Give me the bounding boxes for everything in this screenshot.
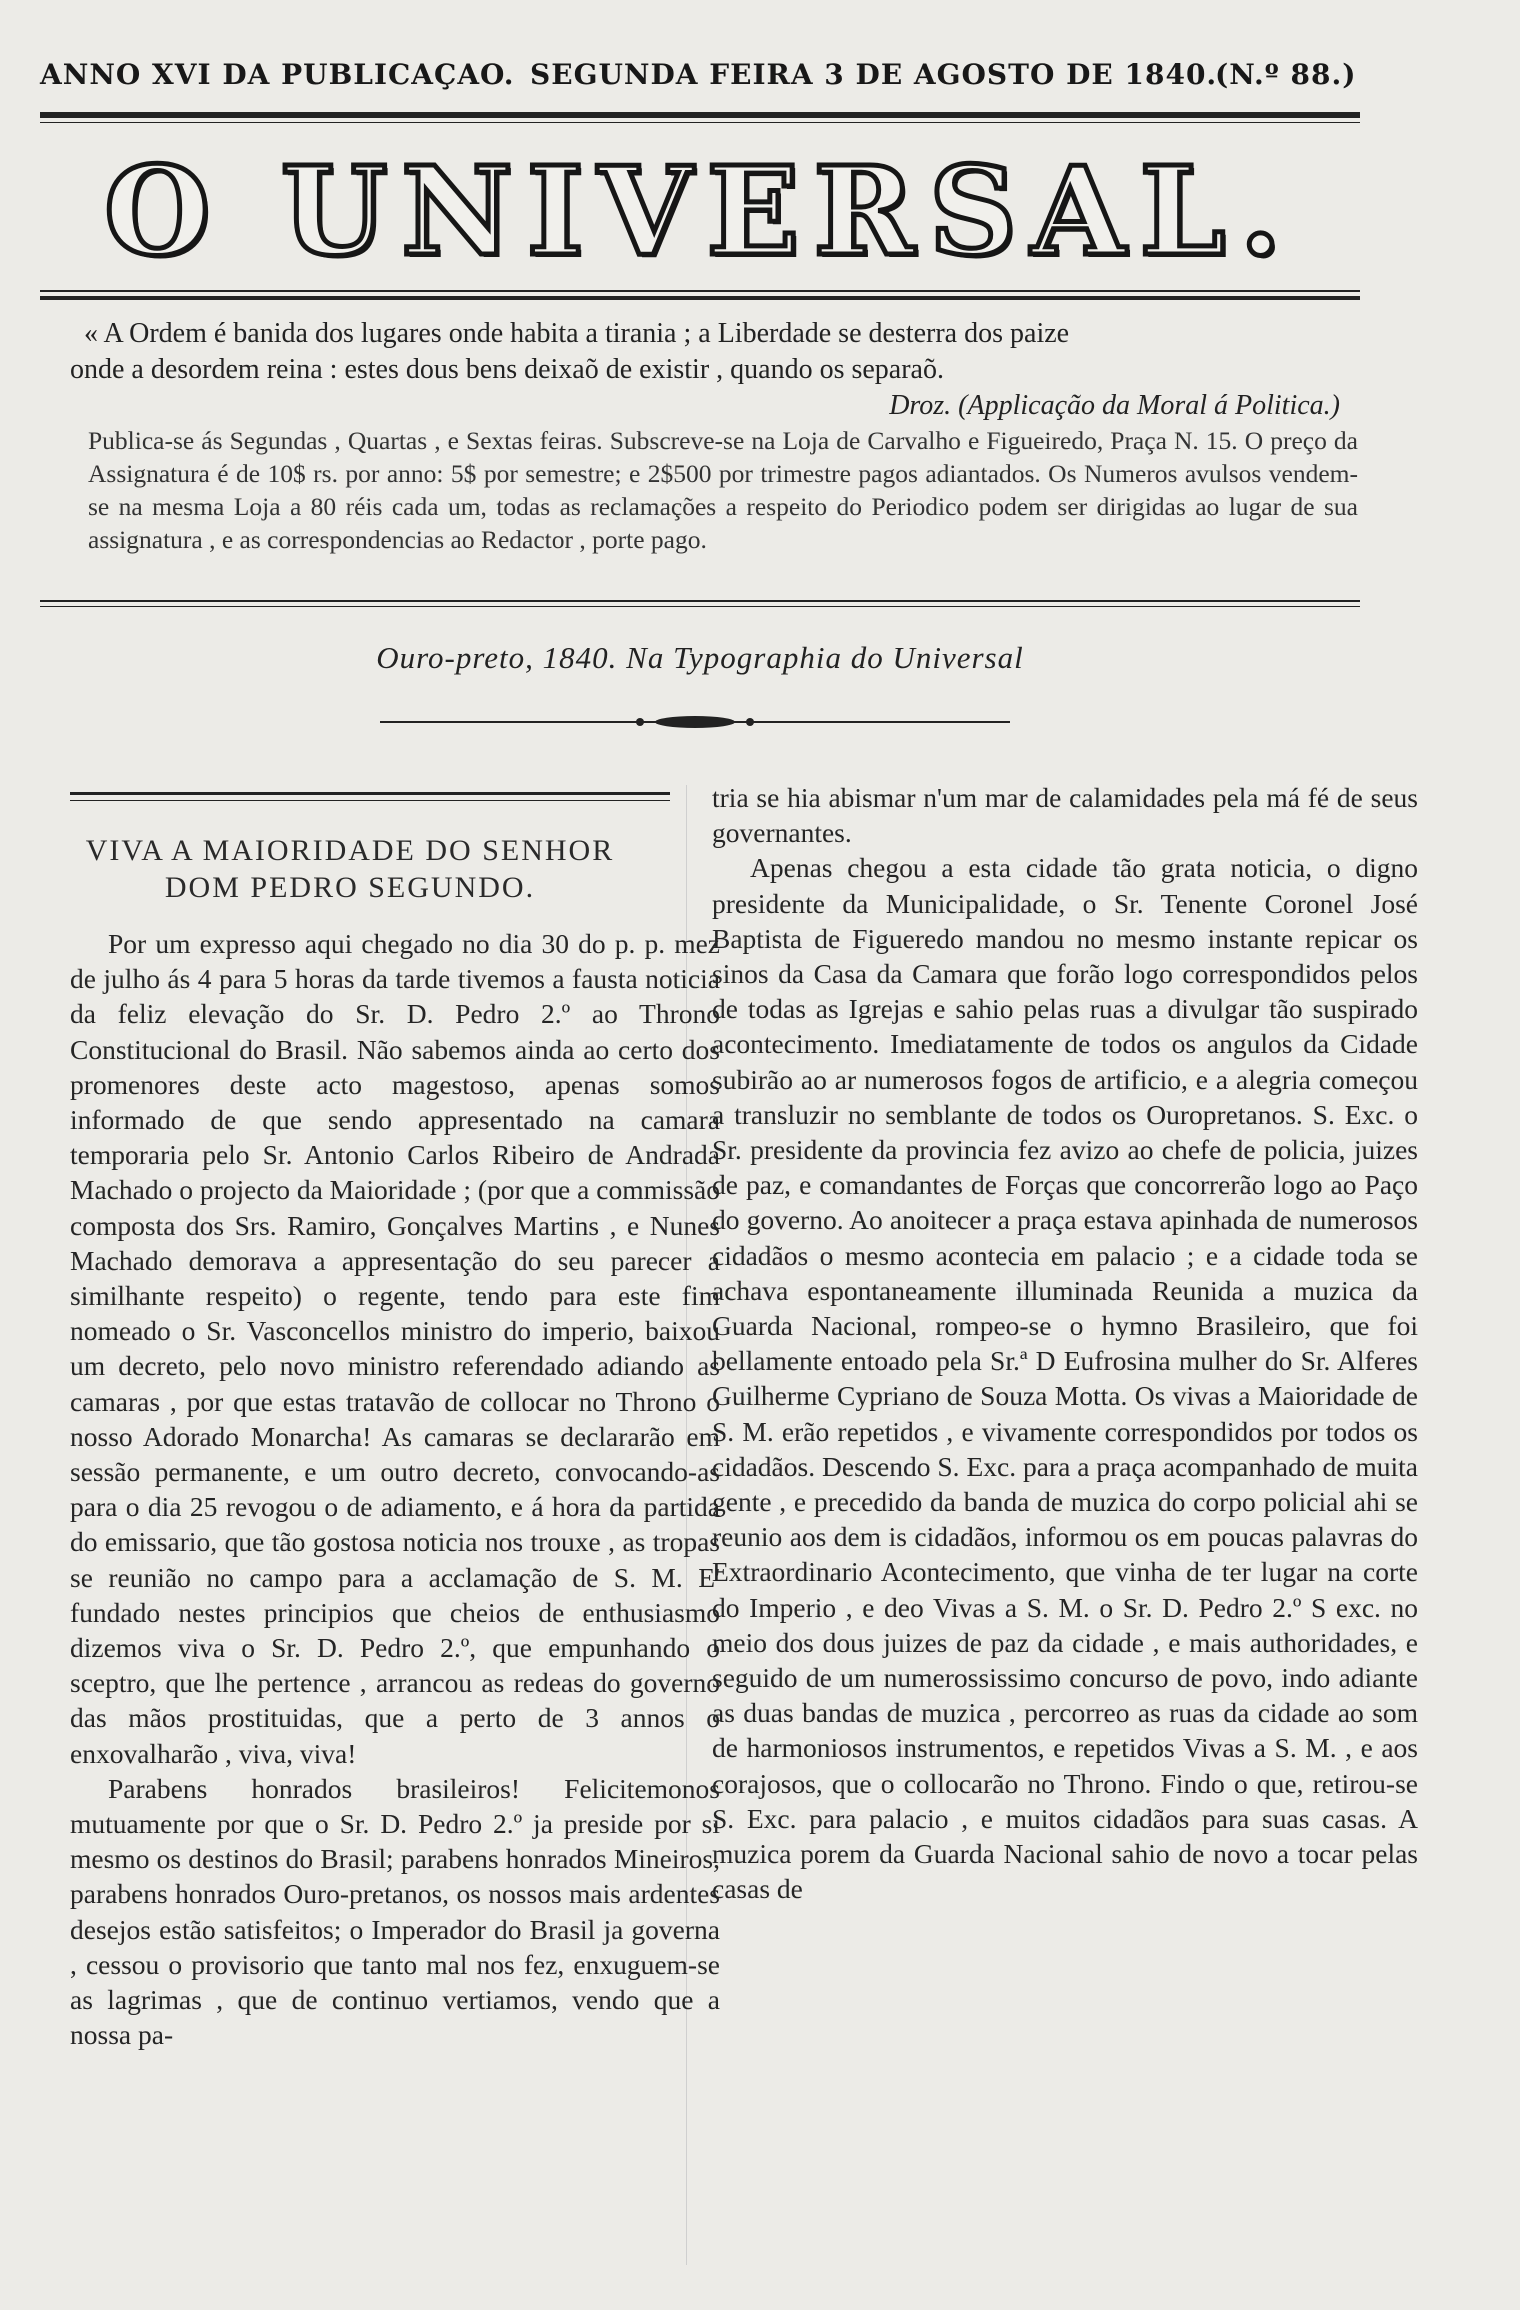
article-title-line-2: DOM PEDRO SEGUNDO. [164,871,536,904]
motto-line-2: onde a desordem reina : estes dous bens deixaõ de existir , quando os separaõ. [70,354,944,385]
issue-date: SEGUNDA FEIRA 3 DE AGOSTO DE 1840. [530,58,1218,91]
title-rule-bottom [40,296,1360,300]
article-paragraph: Parabens honrados brasileiros! Felicitemonos mutuamente por que o Sr. D. Pedro 2.º ja preside por si mesmo os destinos do Brasil; parabens honrados Mineiros, parabens honrados Ouro-pretanos, os nossos mais ardentes desejos estão satisfeitos; o Imperador do Brasil ja governa , cessou o provisorio que tanto mal nos fez, enxuguem-se as lagrimas , que de continuo vertiamos, vendo que a nossa pa- [70,1772,720,2051]
newspaper-title: O UNIVERSAL. [104,139,1296,283]
notice-rule-bottom [40,606,1360,607]
masthead-line [40,58,1357,98]
masthead-rule-thick [40,112,1360,118]
article-column-right [712,780,1418,1907]
article-rule-top [70,792,670,795]
motto [70,316,1360,424]
article-paragraph: Apenas chegou a esta cidade tão grata noticia, o digno presidente da Municipalidade, o Sr. Tenente Coronel José Baptista de Figueredo mandou no mesmo instante repicar os sinos da Casa da Camara que forão logo correspondidos pelos de todas as Igrejas e sahio pelas ruas a divulgar tão suspirado acontecimento. Imediatamente de todos os angulos da Cidade subirão ao ar numerosos fogos de artificio, e a alegria começou a transluzir no semblante de todos os Ouropretanos. S. Exc. o Sr. presidente da provincia fez avizo ao chefe de policia, juizes de paz, e comandantes de Forças que concorrerão logo ao Paço do governo. Ao anoitecer a praça estava apinhada de numerosos cidadãos o mesmo acontecia em palacio ; e a cidade toda se achava espontaneamente illuminada Reunida a muzica da Guarda Nacional, rompeo-se o hymno Brasileiro, que foi bellamente entoado pela Sr.ª D Eufrosina mulher do Sr. Alferes Guilherme Cypriano de Souza Motta. Os vivas a Maioridade de S. M. erão repetidos , e vivamente correspondidos por todos os cidadãos. Descendo S. Exc. para a praça acompanhado de muita gente , e precedido da banda de muzica do corpo policial ahi se reunio aos dem is cidadãos, informou os em poucas palavras do Extraordinario Acontecimento, que vinha de ter lugar na corte do Imperio , e deo Vivas a S. M. o Sr. D. Pedro 2.º S exc. no meio dos dous juizes de paz da cidade , e mais authoridades, e seguido de um numerossissimo concurso de povo, indo adiante as duas bandas de muzica , percorreo as ruas da cidade ao som de harmoniosos instrumentos, e repetidos Vivas a S. M. , e aos corajosos, que o collocarão no Throno. Findo o que, retirou-se S. Exc. para palacio , e muitos cidadãos para suas casas. A muzica porem da Guarda Nacional sahio de novo a tocar pelas casas de [712,852,1418,1905]
masthead-rule-thin [40,122,1360,123]
article-title-line-1: VIVA A MAIORIDADE DO SENHOR [85,834,615,867]
article-column-left [70,926,720,2053]
notice-rule-top [40,600,1360,602]
title-rule-top [40,290,1360,292]
issue-number: (N.º 88.) [1215,58,1357,91]
article-paragraph: tria se hia abismar n'um mar de calamidades pela má fé de seus governantes. [712,782,1418,849]
article-title [70,832,630,906]
article-rule-bottom [70,800,670,801]
subscription-notice [88,424,1358,556]
subscription-text: Publica-se ás Segundas , Quartas , e Sextas feiras. Subscreve-se na Loja de Carvalho e Figueiredo, Praça N. 15. O preço da Assignatura é de 10$ rs. por anno: 5$ por semestre; e 2$500 por trimestre pagos adiantados. Os Numeros avulsos vendem-se na mesma Loja a 80 réis cada um, todas as reclamações a respeito do Periodico podem ser dirigidas ao lugar de sua assignatura , e as correspondencias ao Redactor , porte pago. [88,426,1358,554]
article-paragraph: Por um expresso aqui chegado no dia 30 do p. p. mez de julho ás 4 para 5 horas da tarde tivemos a fausta noticia da feliz elevação do Sr. D. Pedro 2.º ao Throno Constitucional do Brasil. Não sabemos ainda ao certo dos promenores deste acto magestoso, apenas somos informado de que sendo appresentado na camara temporaria pelo Sr. Antonio Carlos Ribeiro de Andrada Machado o projecto da Maioridade ; (por que a commissão composta dos Srs. Ramiro, Gonçalves Martins , e Nunes Machado demorava a appresentação do seu parecer a similhante respeito) o regente, tendo para este fim nomeado o Sr. Vasconcellos ministro do imperio, baixou um decreto, pelo novo ministro referendado adiando as camaras , por que estas tratavão de collocar no Throno o nosso Adorado Monarcha! As camaras se declararão em sessão permanente, e um outro decreto, convocando-as para o dia 25 revogou o de adiamento, e á hora da partida do emissario, que tão gostosa noticia nos trouxe , as tropas se reunião no campo para a acclamação de S. M. E' fundado nestes principios que cheios de enthusiasmo dizemos viva o Sr. D. Pedro 2.º, que empunhando o sceptro, que lhe pertence , arrancou as redeas do governo das mãos prostituidas, que a perto de 3 annos o enxovalharão , viva, viva! [70,928,720,1769]
publication-year: ANNO XVI DA PUBLICAÇAO. [40,58,515,91]
imprint-line: Ouro-preto, 1840. Na Typographia do Universal [376,640,1024,675]
motto-attribution: Droz. (Applicação da Moral á Politica.) [889,390,1340,421]
ornament-divider [380,712,1010,732]
motto-line-1: « A Ordem é banida dos lugares onde habita a tirania ; a Liberdade se desterra dos paize [84,318,1070,349]
